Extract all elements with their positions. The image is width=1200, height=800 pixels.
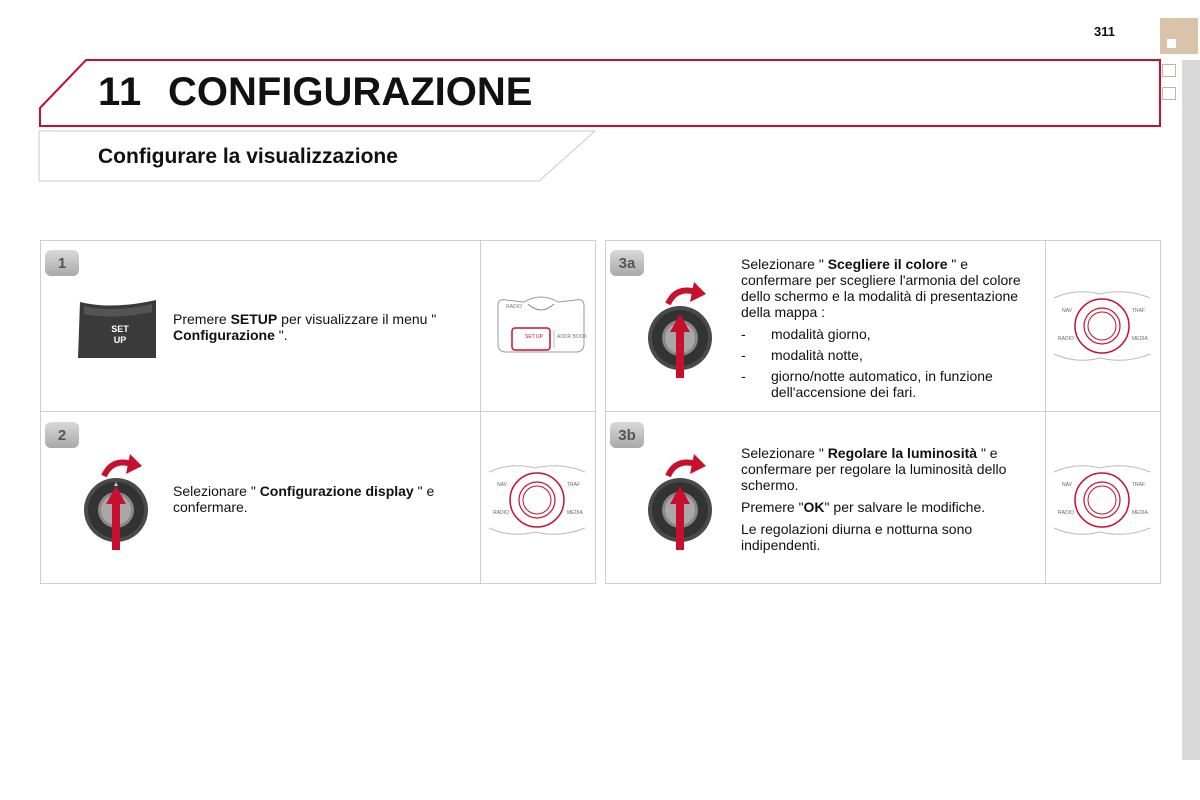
page-number: 311 [1094, 24, 1115, 39]
control-pad-icon [487, 462, 587, 538]
chapter-number: 11 [98, 70, 143, 114]
svg-text:ADDR BOOK: ADDR BOOK [556, 334, 588, 340]
svg-text:RADIO: RADIO [493, 510, 509, 516]
setup-button-label-bottom: UP [113, 335, 127, 345]
step-badge-3b: 3b [610, 422, 644, 448]
svg-text:RADIO: RADIO [506, 304, 522, 310]
step-badge-2: 2 [45, 422, 79, 448]
svg-text:MEDIA: MEDIA [1132, 336, 1148, 342]
svg-text:NAV: NAV [1062, 482, 1072, 488]
step-1-text: Premere SETUP per visualizzare il menu " Configurazione ". [173, 311, 437, 343]
svg-text:SET UP: SET UP [525, 334, 543, 340]
step-3a-text: Selezionare " Scegliere il colore " e confermare per scegliere l'armonia del colore dello schermo e la modalità di presentazione della mappa : - modalità giorno, - modalità notte, - giorno/notte automatico, in funzione dell'accensione dei fari. [741, 256, 1031, 405]
svg-text:RADIO: RADIO [1058, 336, 1074, 342]
setup-button-icon [72, 298, 160, 360]
step-badge-1: 1 [45, 250, 79, 276]
svg-text:MEDIA: MEDIA [1132, 510, 1148, 516]
bullet-item: - modalità notte, [741, 347, 863, 363]
side-bar [1182, 60, 1200, 760]
svg-text:TRAF: TRAF [1132, 308, 1146, 314]
setup-panel-icon [494, 296, 588, 356]
svg-text:RADIO: RADIO [1058, 510, 1074, 516]
chapter-title: CONFIGURAZIONE [168, 70, 533, 114]
bullet-item: - giorno/notte automatico, in funzione dell'accensione dei fari. [741, 368, 993, 400]
rotary-knob-icon [646, 280, 718, 380]
step-2-text: Selezionare " Configurazione display " e confermare. [173, 483, 435, 515]
step-badge-3a: 3a [610, 250, 644, 276]
chapter-tab [1160, 18, 1198, 54]
rotary-knob-icon [82, 452, 154, 552]
tab-box-icon [1162, 87, 1176, 100]
svg-text:MEDIA: MEDIA [567, 510, 583, 516]
setup-button-label-top: SET [111, 324, 129, 334]
step-3b-text: Selezionare " Regolare la luminosità " e confermare per regolare la luminosità dello schermo. Premere "OK" per salvare le modifiche. Le regolazioni diurna e notturna sono indipendenti. [741, 445, 1007, 553]
svg-text:TRAF: TRAF [567, 482, 581, 488]
tab-box-icon [1162, 64, 1176, 77]
rotary-knob-icon [646, 452, 718, 552]
control-pad-icon [1052, 288, 1152, 364]
bullet-item: - modalità giorno, [741, 326, 871, 342]
svg-text:TRAF: TRAF [1132, 482, 1146, 488]
svg-text:NAV: NAV [497, 482, 507, 488]
section-title: Configurare la visualizzazione [98, 145, 398, 168]
svg-text:NAV: NAV [1062, 308, 1072, 314]
control-pad-icon [1052, 462, 1152, 538]
